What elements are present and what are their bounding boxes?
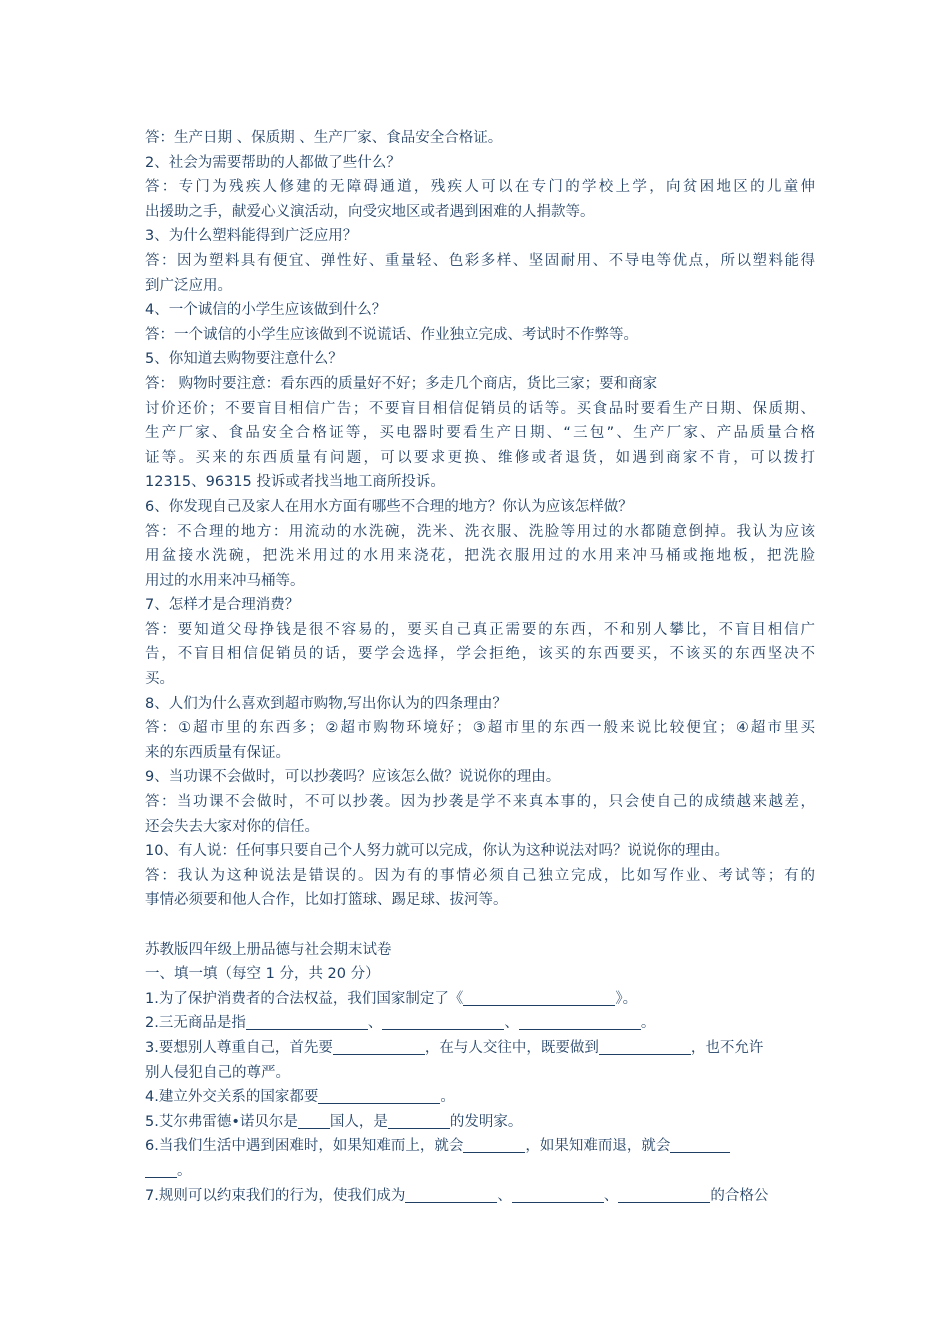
answer-blank[interactable] xyxy=(599,1038,691,1055)
item-text: ，在与人交往中，既要做到 xyxy=(424,1039,599,1056)
item-text: 、 xyxy=(497,1187,512,1204)
answer-line: 12315、96315 投诉或者找当地工商所投诉。 xyxy=(145,474,445,491)
item-text: 1.为了保护消费者的合法权益，我们国家制定了《 xyxy=(145,990,464,1007)
fill-item-5 xyxy=(145,1110,815,1135)
item-text: 3.要想别人尊重自己，首先要 xyxy=(145,1039,333,1056)
fill-item-6 xyxy=(145,1134,815,1159)
question-line: 3、为什么塑料能得到广泛应用？ xyxy=(145,228,358,245)
item-text: ，也不允许 xyxy=(690,1039,764,1056)
answer-line: 告，不盲目相信促销员的话，要学会选择，学会拒绝，该买的东西要买，不该买的东西坚决不 xyxy=(145,646,815,663)
answer-blank[interactable] xyxy=(388,1112,450,1129)
answer-line: 还会失去大家对你的信任。 xyxy=(145,818,319,835)
item-text: 6.当我们生活中遇到困难时，如果知难而上，就会 xyxy=(145,1138,464,1155)
item-text: 2.三无商品是指 xyxy=(145,1015,246,1032)
answer-blank[interactable] xyxy=(618,1186,710,1203)
answer-line: 事情必须要和他人合作，比如打篮球、踢足球、拔河等。 xyxy=(145,892,508,909)
answer-blank[interactable] xyxy=(246,1013,368,1030)
item-text: 。 xyxy=(177,1162,192,1179)
paragraph-gap xyxy=(145,913,815,938)
answer-line: 出援助之手，献爱心义演活动，向受灾地区或者遇到困难的人捐款等。 xyxy=(145,203,595,220)
answer-blank[interactable] xyxy=(382,1013,504,1030)
item-text: 。 xyxy=(440,1089,455,1106)
item-text: 。 xyxy=(640,1015,656,1032)
fill-item-3 xyxy=(145,1036,815,1061)
item-text: 、 xyxy=(603,1187,619,1204)
answer-line: 到广泛应用。 xyxy=(145,277,232,294)
answer-blank[interactable] xyxy=(333,1038,425,1055)
answer-blank[interactable] xyxy=(405,1186,497,1203)
answer-blank[interactable] xyxy=(463,1136,525,1153)
answer-line: 答：一个诚信的小学生应该做到不说谎话、作业独立完成、考试时不作弊等。 xyxy=(145,326,638,343)
answer-line: 答：生产日期 、保质期 、生产厂家、食品安全合格证。 xyxy=(145,130,503,146)
item-text: 》。 xyxy=(615,990,638,1007)
answer-line: 买。 xyxy=(145,671,174,688)
item-text: ，如果知难而退，就会 xyxy=(525,1138,671,1155)
fill-item-4 xyxy=(145,1085,815,1110)
answer-blank[interactable] xyxy=(519,1013,641,1030)
item-text: 7.规则可以约束我们的行为，使我们成为 xyxy=(145,1187,406,1204)
item-text: 的发明家。 xyxy=(449,1113,523,1130)
answer-line: 证等。买来的东西质量有问题，可以要求更换、维修或者退货，如遇到商家不肯，可以拨打 xyxy=(145,449,815,466)
answer-line: 来的东西质量有保证。 xyxy=(145,744,290,761)
question-line: 5、你知道去购物要注意什么？ xyxy=(145,351,343,368)
item-text: 、 xyxy=(367,1015,383,1032)
answer-blank[interactable] xyxy=(670,1136,730,1153)
fill-item-3-cont: 别人侵犯自己的尊严。 xyxy=(145,1064,290,1081)
fill-item-6-cont xyxy=(145,1159,815,1184)
answer-line: 答：当功课不会做时，不可以抄袭。因为抄袭是学不来真本事的，只会使自己的成绩越来越差， xyxy=(145,794,815,811)
question-line: 2、社会为需要帮助的人都做了些什么？ xyxy=(145,154,401,171)
answer-line: 讨价还价；不要盲目相信广告；不要盲目相信促销员的话等。买食品时要看生产日期、保质期、 xyxy=(145,400,815,417)
fill-item-7 xyxy=(145,1184,815,1209)
answer-line: 答：专门为残疾人修建的无障碍通道，残疾人可以在专门的学校上学，向贫困地区的儿童伸 xyxy=(145,179,815,196)
exam-title: 苏教版四年级上册品德与社会期末试卷 xyxy=(145,941,392,958)
answer-line: 用过的水用来冲马桶等。 xyxy=(145,572,305,589)
answer-line: 用盆接水洗碗，把洗米用过的水用来浇花，把洗衣服用过的水用来冲马桶或拖地板，把洗脸 xyxy=(145,548,815,565)
fill-item-1 xyxy=(145,987,815,1012)
item-text: 、 xyxy=(504,1015,519,1032)
answer-line: 答：不合理的地方：用流动的水洗碗，洗米、洗衣服、洗脸等用过的水都随意倒掉。我认为应该 xyxy=(145,523,815,540)
question-line: 4、一个诚信的小学生应该做到什么？ xyxy=(145,302,387,319)
answer-line: 答：因为塑料具有便宜、弹性好、重量轻、色彩多样、坚固耐用、不导电等优点，所以塑料能得 xyxy=(145,252,815,269)
answer-blank[interactable] xyxy=(318,1087,440,1104)
fill-item-2 xyxy=(145,1011,815,1036)
item-text: 国人，是 xyxy=(329,1113,388,1130)
answer-blank[interactable] xyxy=(145,1161,177,1178)
item-text: 4.建立外交关系的国家都要 xyxy=(145,1089,319,1106)
answer-line: 答：我认为这种说法是错误的。因为有的事情必须自己独立完成，比如写作业、考试等；有的 xyxy=(145,867,815,884)
answer-line: 答： 购物时要注意：看东西的质量好不好；多走几个商店，货比三家；要和商家 xyxy=(145,375,658,392)
question-line: 10、有人说：任何事只要自己个人努力就可以完成，你认为这种说法对吗？说说你的理由。 xyxy=(145,843,729,860)
question-line: 8、人们为什么喜欢到超市购物,写出你认为的四条理由？ xyxy=(145,695,507,712)
answer-blank[interactable] xyxy=(463,989,615,1006)
question-line: 6、你发现自己及家人在用水方面有哪些不合理的地方？你认为应该怎样做？ xyxy=(145,498,633,515)
answer-blank[interactable] xyxy=(512,1186,604,1203)
answer-blank[interactable] xyxy=(298,1112,330,1129)
question-line: 7、怎样才是合理消费？ xyxy=(145,597,300,614)
question-line: 9、当功课不会做时，可以抄袭吗？应该怎么做？说说你的理由。 xyxy=(145,769,561,786)
answer-line: 答：要知道父母挣钱是很不容易的，要买自己真正需要的东西，不和别人攀比，不盲目相信广 xyxy=(145,621,815,638)
document-page xyxy=(145,126,815,1208)
answer-line: 答：①超市里的东西多；②超市购物环境好；③超市里的东西一般来说比较便宜；④超市里买 xyxy=(145,720,815,737)
answer-line: 生产厂家、食品安全合格证等，买电器时要看生产日期、“三包”、生产厂家、产品质量合格 xyxy=(145,425,815,442)
item-text: 的合格公 xyxy=(710,1187,769,1204)
section-heading: 一、填一填（每空 1 分，共 20 分） xyxy=(145,966,380,983)
item-text: 5.艾尔弗雷德•诺贝尔是 xyxy=(145,1113,298,1130)
